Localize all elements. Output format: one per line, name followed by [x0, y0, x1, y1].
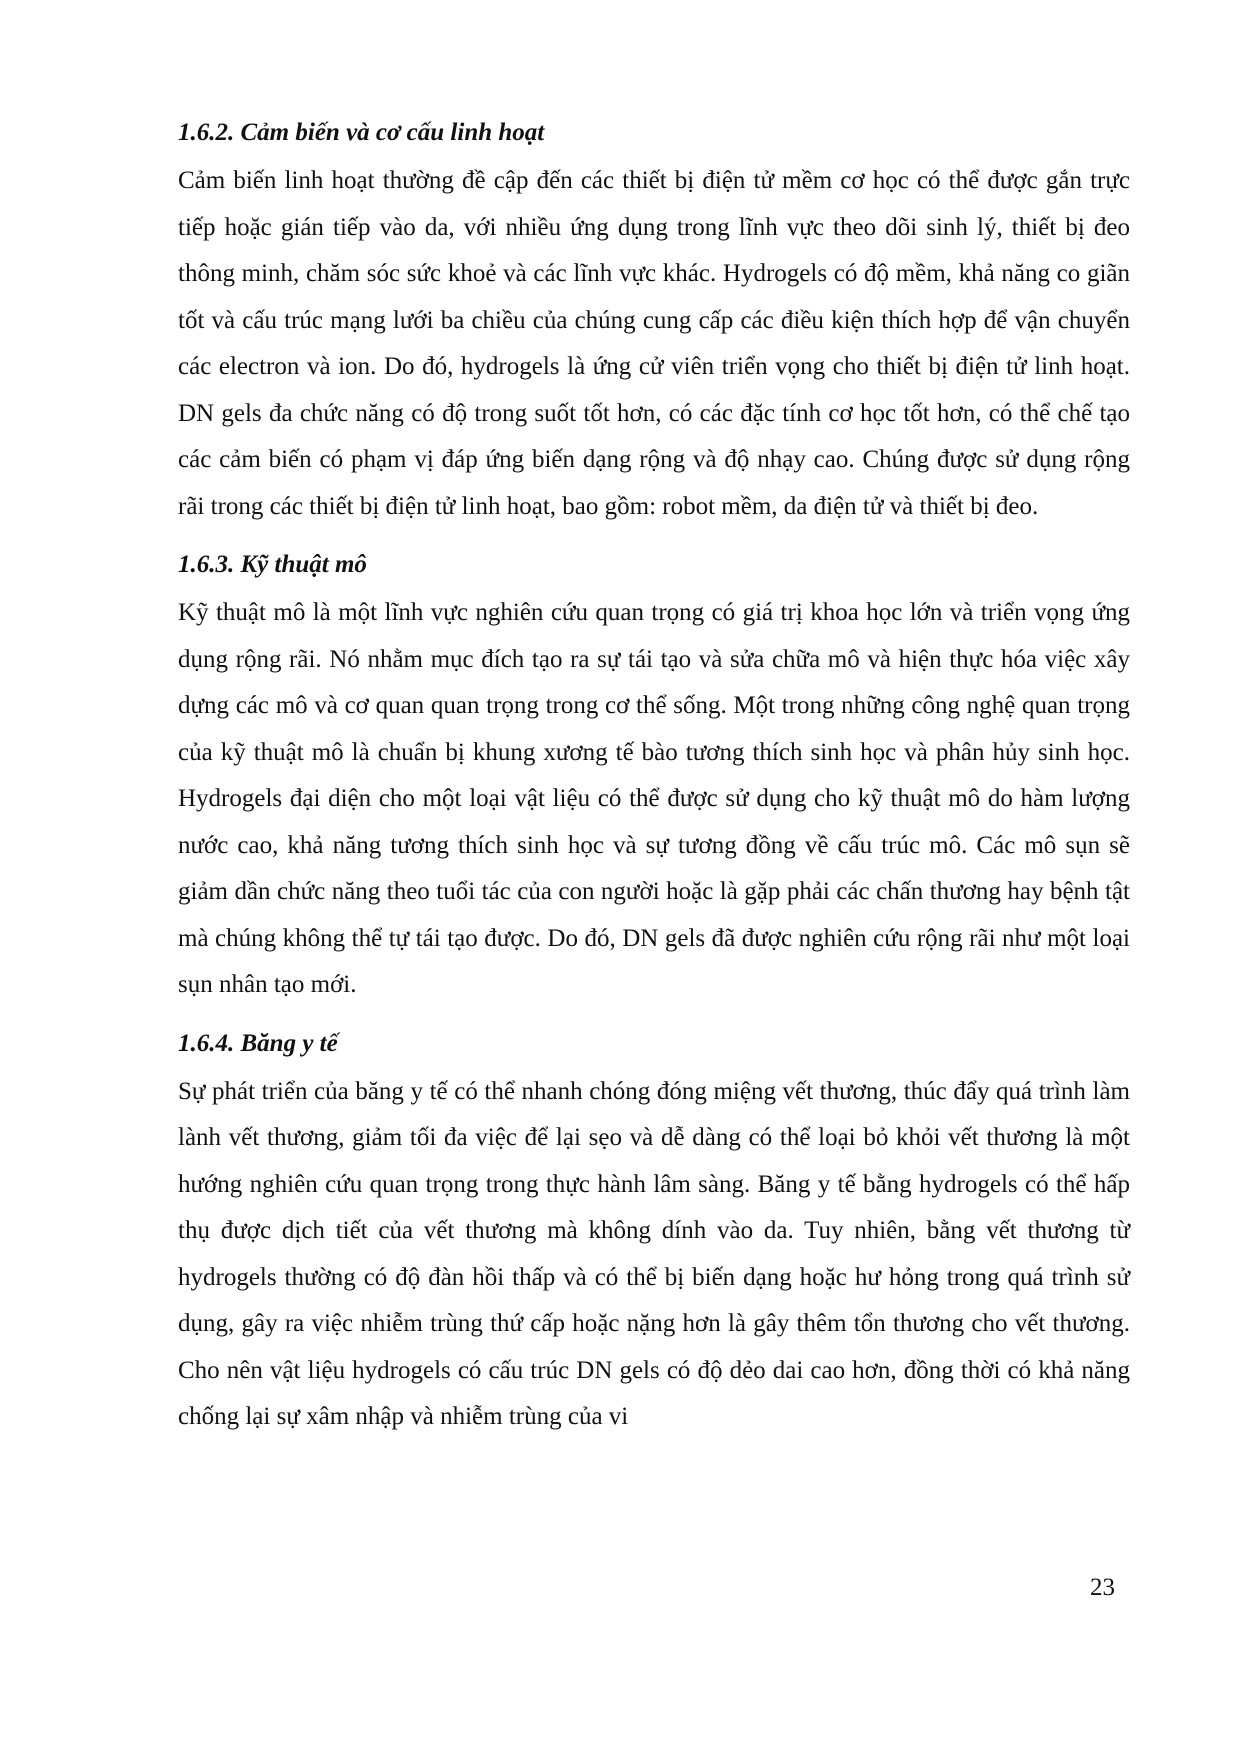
- section-heading-1-6-3: 1.6.3. Kỹ thuật mô: [178, 551, 367, 578]
- document-page: [178, 108, 1130, 1441]
- section-body-1-6-2: Cảm biến linh hoạt thường đề cập đến các thiết bị điện tử mềm cơ học có thể được gắn trực tiếp hoặc gián tiếp vào da, với nhiều ứng dụng trong lĩnh vực theo dõi sinh lý, thiết bị đeo thông minh, chăm sóc sức khoẻ và các lĩnh vực khác. Hydrogels có độ mềm, khả năng co giãn tốt và cấu trúc mạng lưới ba chiều của chúng cung cấp các điều kiện thích hợp để vận chuyển các electron và ion. Do đó, hydrogels là ứng cử viên triển vọng cho thiết bị điện tử linh hoạt. DN gels đa chức năng có độ trong suốt tốt hơn, có các đặc tính cơ học tốt hơn, có thể chế tạo các cảm biến có phạm vị đáp ứng biến dạng rộng và độ nhạy cao. Chúng được sử dụng rộng rãi trong các thiết bị điện tử linh hoạt, bao gồm: robot mềm, da điện tử và thiết bị đeo.: [178, 167, 1130, 520]
- section-body-1-6-3: Kỹ thuật mô là một lĩnh vực nghiên cứu quan trọng có giá trị khoa học lớn và triển vọng ứng dụng rộng rãi. Nó nhằm mục đích tạo ra sự tái tạo và sửa chữa mô và hiện thực hóa việc xây dựng các mô và cơ quan quan trọng trong cơ thể sống. Một trong những công nghệ quan trọng của kỹ thuật mô là chuẩn bị khung xương tế bào tương thích sinh học và phân hủy sinh học. Hydrogels đại diện cho một loại vật liệu có thể được sử dụng cho kỹ thuật mô do hàm lượng nước cao, khả năng tương thích sinh học và sự tương đồng về cấu trúc mô. Các mô sụn sẽ giảm dần chức năng theo tuổi tác của con người hoặc là gặp phải các chấn thương hay bệnh tật mà chúng không thể tự tái tạo được. Do đó, DN gels đã được nghiên cứu rộng rãi như một loại sụn nhân tạo mới.: [178, 599, 1130, 998]
- section-body-1-6-4: Sự phát triển của băng y tế có thể nhanh chóng đóng miệng vết thương, thúc đẩy quá trình làm lành vết thương, giảm tối đa việc để lại sẹo và dễ dàng có thể loại bỏ khỏi vết thương là một hướng nghiên cứu quan trọng trong thực hành lâm sàng. Băng y tế bằng hydrogels có thể hấp thụ được dịch tiết của vết thương mà không dính vào da. Tuy nhiên, bằng vết thương từ hydrogels thường có độ đàn hồi thấp và có thể bị biến dạng hoặc hư hỏng trong quá trình sử dụng, gây ra việc nhiễm trùng thứ cấp hoặc nặng hơn là gây thêm tổn thương cho vết thương. Cho nên vật liệu hydrogels có cấu trúc DN gels có độ dẻo dai cao hơn, đồng thời có khả năng chống lại sự xâm nhập và nhiễm trùng của vi: [178, 1077, 1130, 1430]
- page-number: 23: [1090, 1574, 1115, 1601]
- section-heading-1-6-2: 1.6.2. Cảm biến và cơ cấu linh hoạt: [178, 119, 545, 146]
- section-heading-1-6-4: 1.6.4. Băng y tế: [178, 1029, 338, 1057]
